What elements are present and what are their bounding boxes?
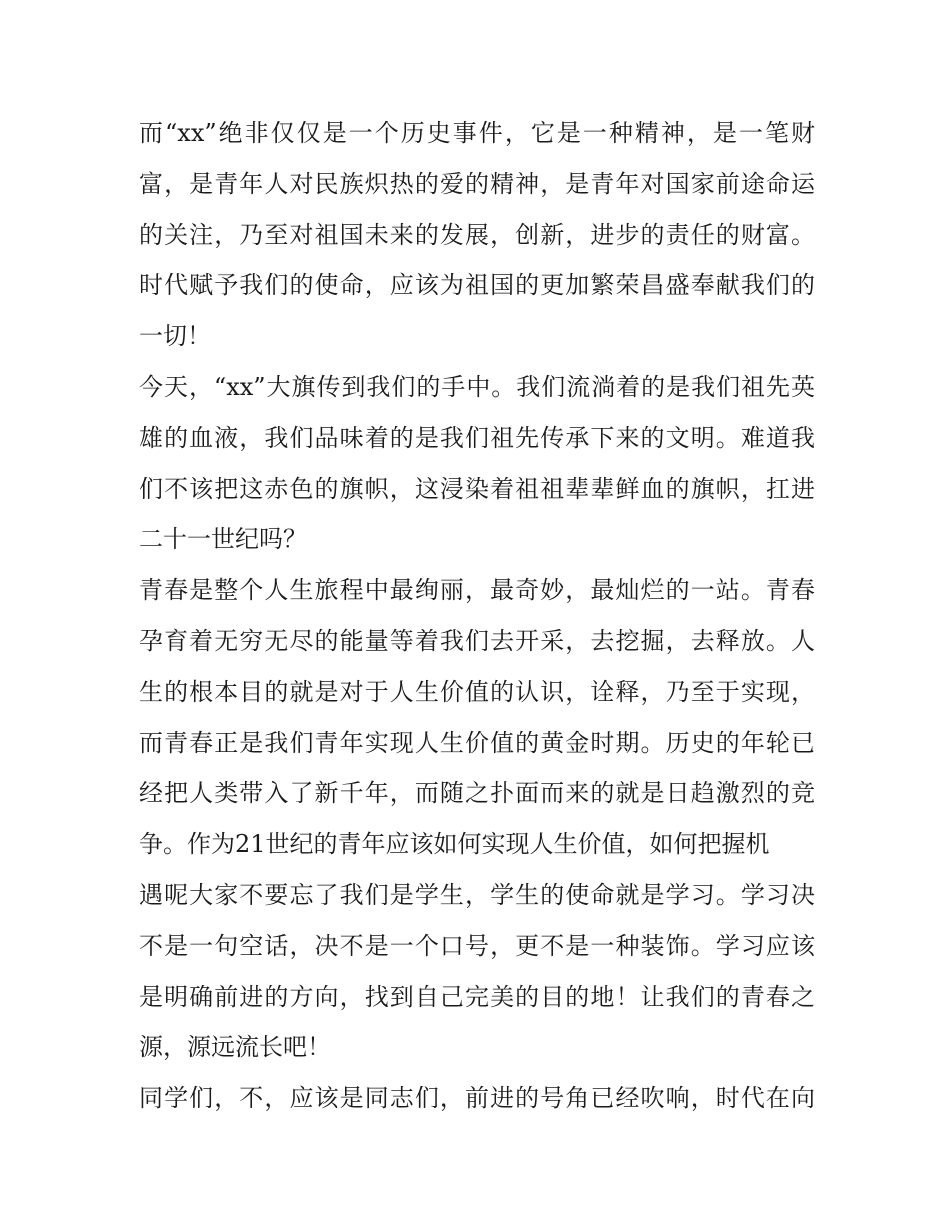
text-line: 青春是整个人生旅程中最绚丽，最奇妙，最灿烂的一站。青春 [139,576,815,605]
text-line: 生的根本目的就是对于人生价值的认识，诠释，乃至于实现， [139,677,815,706]
text-line: 时代赋予我们的使命，应该为祖国的更加繁荣昌盛奉献我们的 [139,271,815,300]
text-line: 一切！ [139,322,211,351]
text-line: 不是一句空话，决不是一个口号，更不是一种装饰。学习应该 [139,931,815,960]
text-line: 经把人类带入了新千年，而随之扑面而来的就是日趋激烈的竞 [139,779,815,808]
text-line: 而青春正是我们青年实现人生价值的黄金时期。历史的年轮已 [139,728,815,757]
text-line: 的关注，乃至对祖国未来的发展，创新，进步的责任的财富。 [139,220,815,249]
text-line: 同学们，不，应该是同志们，前进的号角已经吹响，时代在向 [139,1084,815,1113]
text-line: 争。作为21世纪的青年应该如何实现人生价值，如何把握机 [139,830,770,859]
text-line: 遇呢大家不要忘了我们是学生，学生的使命就是学习。学习决 [139,880,815,909]
paragraph-4 [139,1073,815,1124]
text-line: 而“xx”绝非仅仅是一个历史事件，它是一种精神，是一笔财 [139,119,815,147]
text-line: 今天，“xx”大旗传到我们的手中。我们流淌着的是我们祖先英 [139,372,815,401]
paragraph-1 [139,108,815,362]
text-line: 雄的血液，我们品味着的是我们祖先传承下来的文明。难道我 [139,423,815,452]
paragraph-2 [139,362,815,565]
text-line: 富，是青年人对民族炽热的爱的精神，是青年对国家前途命运 [139,169,815,198]
paragraph-3 [139,565,815,1073]
text-line: 源，源远流长吧！ [139,1033,331,1062]
text-line: 孕育着无穷无尽的能量等着我们去开采，去挖掘，去释放。人 [139,626,815,655]
text-line: 二十一世纪吗？ [139,525,307,554]
document-body [139,108,815,1124]
text-line: 是明确前进的方向，找到自己完美的目的地！让我们的青春之 [139,982,815,1011]
text-line: 们不该把这赤色的旗帜，这浸染着祖祖辈辈鲜血的旗帜，扛进 [139,474,815,503]
